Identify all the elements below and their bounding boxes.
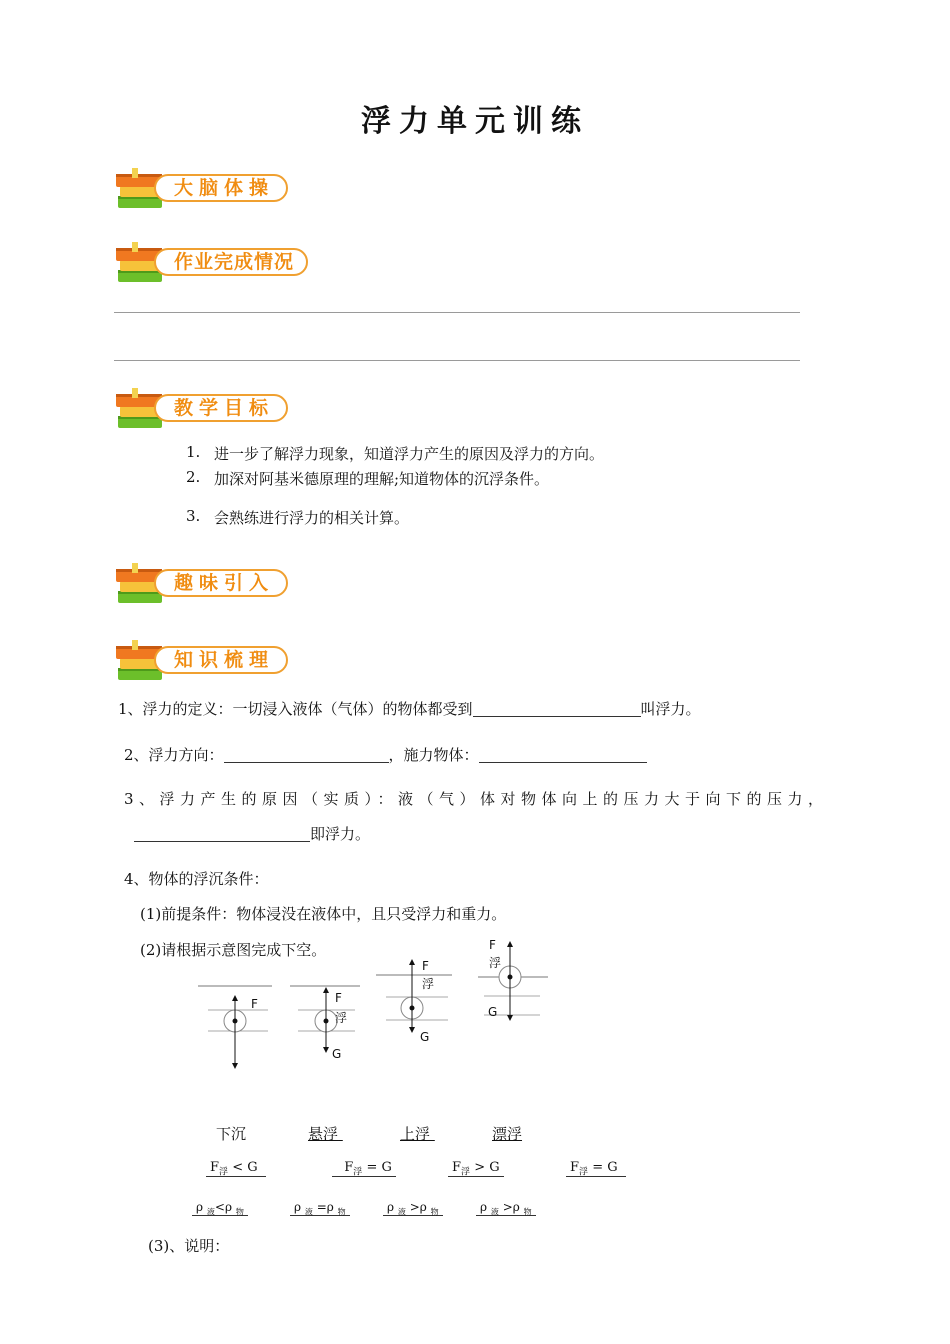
- force-condition: $F_浮 = G$: [332, 1160, 396, 1178]
- diagram-suspended: [290, 986, 360, 1061]
- fill-blank[interactable]: [479, 746, 647, 763]
- section-badge-label: 知识梳理: [154, 646, 288, 674]
- section-badge-label: 教学目标: [154, 394, 288, 422]
- state-label: 悬浮: [308, 1125, 339, 1143]
- goal-number: 3.: [186, 507, 201, 525]
- label-F: F: [489, 938, 496, 952]
- section-badge-homework: [114, 240, 314, 286]
- state-label: 上浮: [400, 1125, 431, 1143]
- knowledge-item-3: 3、浮力产生的原因（实质）：液（气）体对物体向上的压力大于向下的压力，: [124, 790, 829, 808]
- knowledge-item-4-1: (1)前提条件：物体浸没在液体中，且只受浮力和重力。: [140, 905, 507, 923]
- fill-blank[interactable]: [473, 700, 641, 717]
- section-badge-brain: [114, 166, 314, 212]
- knowledge-item-4-2: (2)请根据示意图完成下空。: [140, 941, 327, 959]
- label-F: F: [422, 959, 429, 973]
- section-badge-label: 大脑体操: [154, 174, 288, 202]
- goal-text: 加深对阿基米德原理的理解;知道物体的沉浮条件。: [214, 470, 550, 488]
- diagram-sinking: [198, 986, 272, 1066]
- label-F: F: [335, 991, 342, 1005]
- knowledge-item-1: 1、浮力的定义：一切浸入液体（气体）的物体都受到 叫浮力。: [118, 700, 701, 718]
- density-condition: ρ $_液$ =ρ $_物$: [290, 1200, 350, 1217]
- density-condition: ρ $_液$<ρ $_物$: [192, 1200, 248, 1217]
- state-label: 下沉: [216, 1125, 247, 1143]
- label-fu: 浮: [422, 977, 435, 991]
- label-F: F: [251, 997, 258, 1011]
- label-G: G: [420, 1030, 430, 1044]
- knowledge-item-4: 4、物体的浮沉条件：: [124, 870, 269, 888]
- label-fu: 浮: [489, 956, 502, 970]
- label-G: G: [488, 1005, 498, 1019]
- force-condition: $F_浮 = G$: [566, 1160, 626, 1178]
- diagram-floating: [478, 938, 548, 1019]
- force-condition: $F_浮 > G$: [448, 1160, 504, 1178]
- force-condition: $F_浮 < G$: [206, 1160, 266, 1178]
- goal-number: 2.: [186, 468, 201, 486]
- section-badge-goals: [114, 386, 314, 432]
- section-badge-label: 趣味引入: [154, 569, 288, 597]
- density-condition: ρ $_液$ >ρ $_物$: [476, 1200, 536, 1217]
- density-condition: ρ $_液$ >ρ $_物$: [383, 1200, 443, 1217]
- knowledge-item-3-cont: 即浮力。: [134, 823, 370, 844]
- section-badge-label: 作业完成情况: [154, 248, 308, 276]
- goal-number: 1.: [186, 443, 201, 461]
- buoyancy-diagram: [190, 930, 570, 1105]
- label-fu: 浮: [335, 1011, 348, 1025]
- fill-blank[interactable]: [224, 746, 389, 763]
- section-badge-intro: [114, 561, 314, 607]
- goal-text: 会熟练进行浮力的相关计算。: [214, 509, 410, 527]
- knowledge-item-2: 2、浮力方向： ，施力物体：: [124, 744, 647, 765]
- knowledge-item-4-3: (3)、说明：: [148, 1237, 230, 1255]
- answer-line: [114, 312, 800, 313]
- fill-blank[interactable]: [134, 825, 310, 842]
- label-G: G: [332, 1047, 342, 1061]
- section-badge-knowledge: [114, 638, 314, 684]
- page-title: 浮力单元训练: [361, 104, 589, 139]
- goal-text: 进一步了解浮力现象，知道浮力产生的原因及浮力的方向。: [214, 445, 605, 463]
- state-label: 漂浮: [492, 1125, 523, 1143]
- diagram-rising: [376, 959, 452, 1044]
- answer-line: [114, 360, 800, 361]
